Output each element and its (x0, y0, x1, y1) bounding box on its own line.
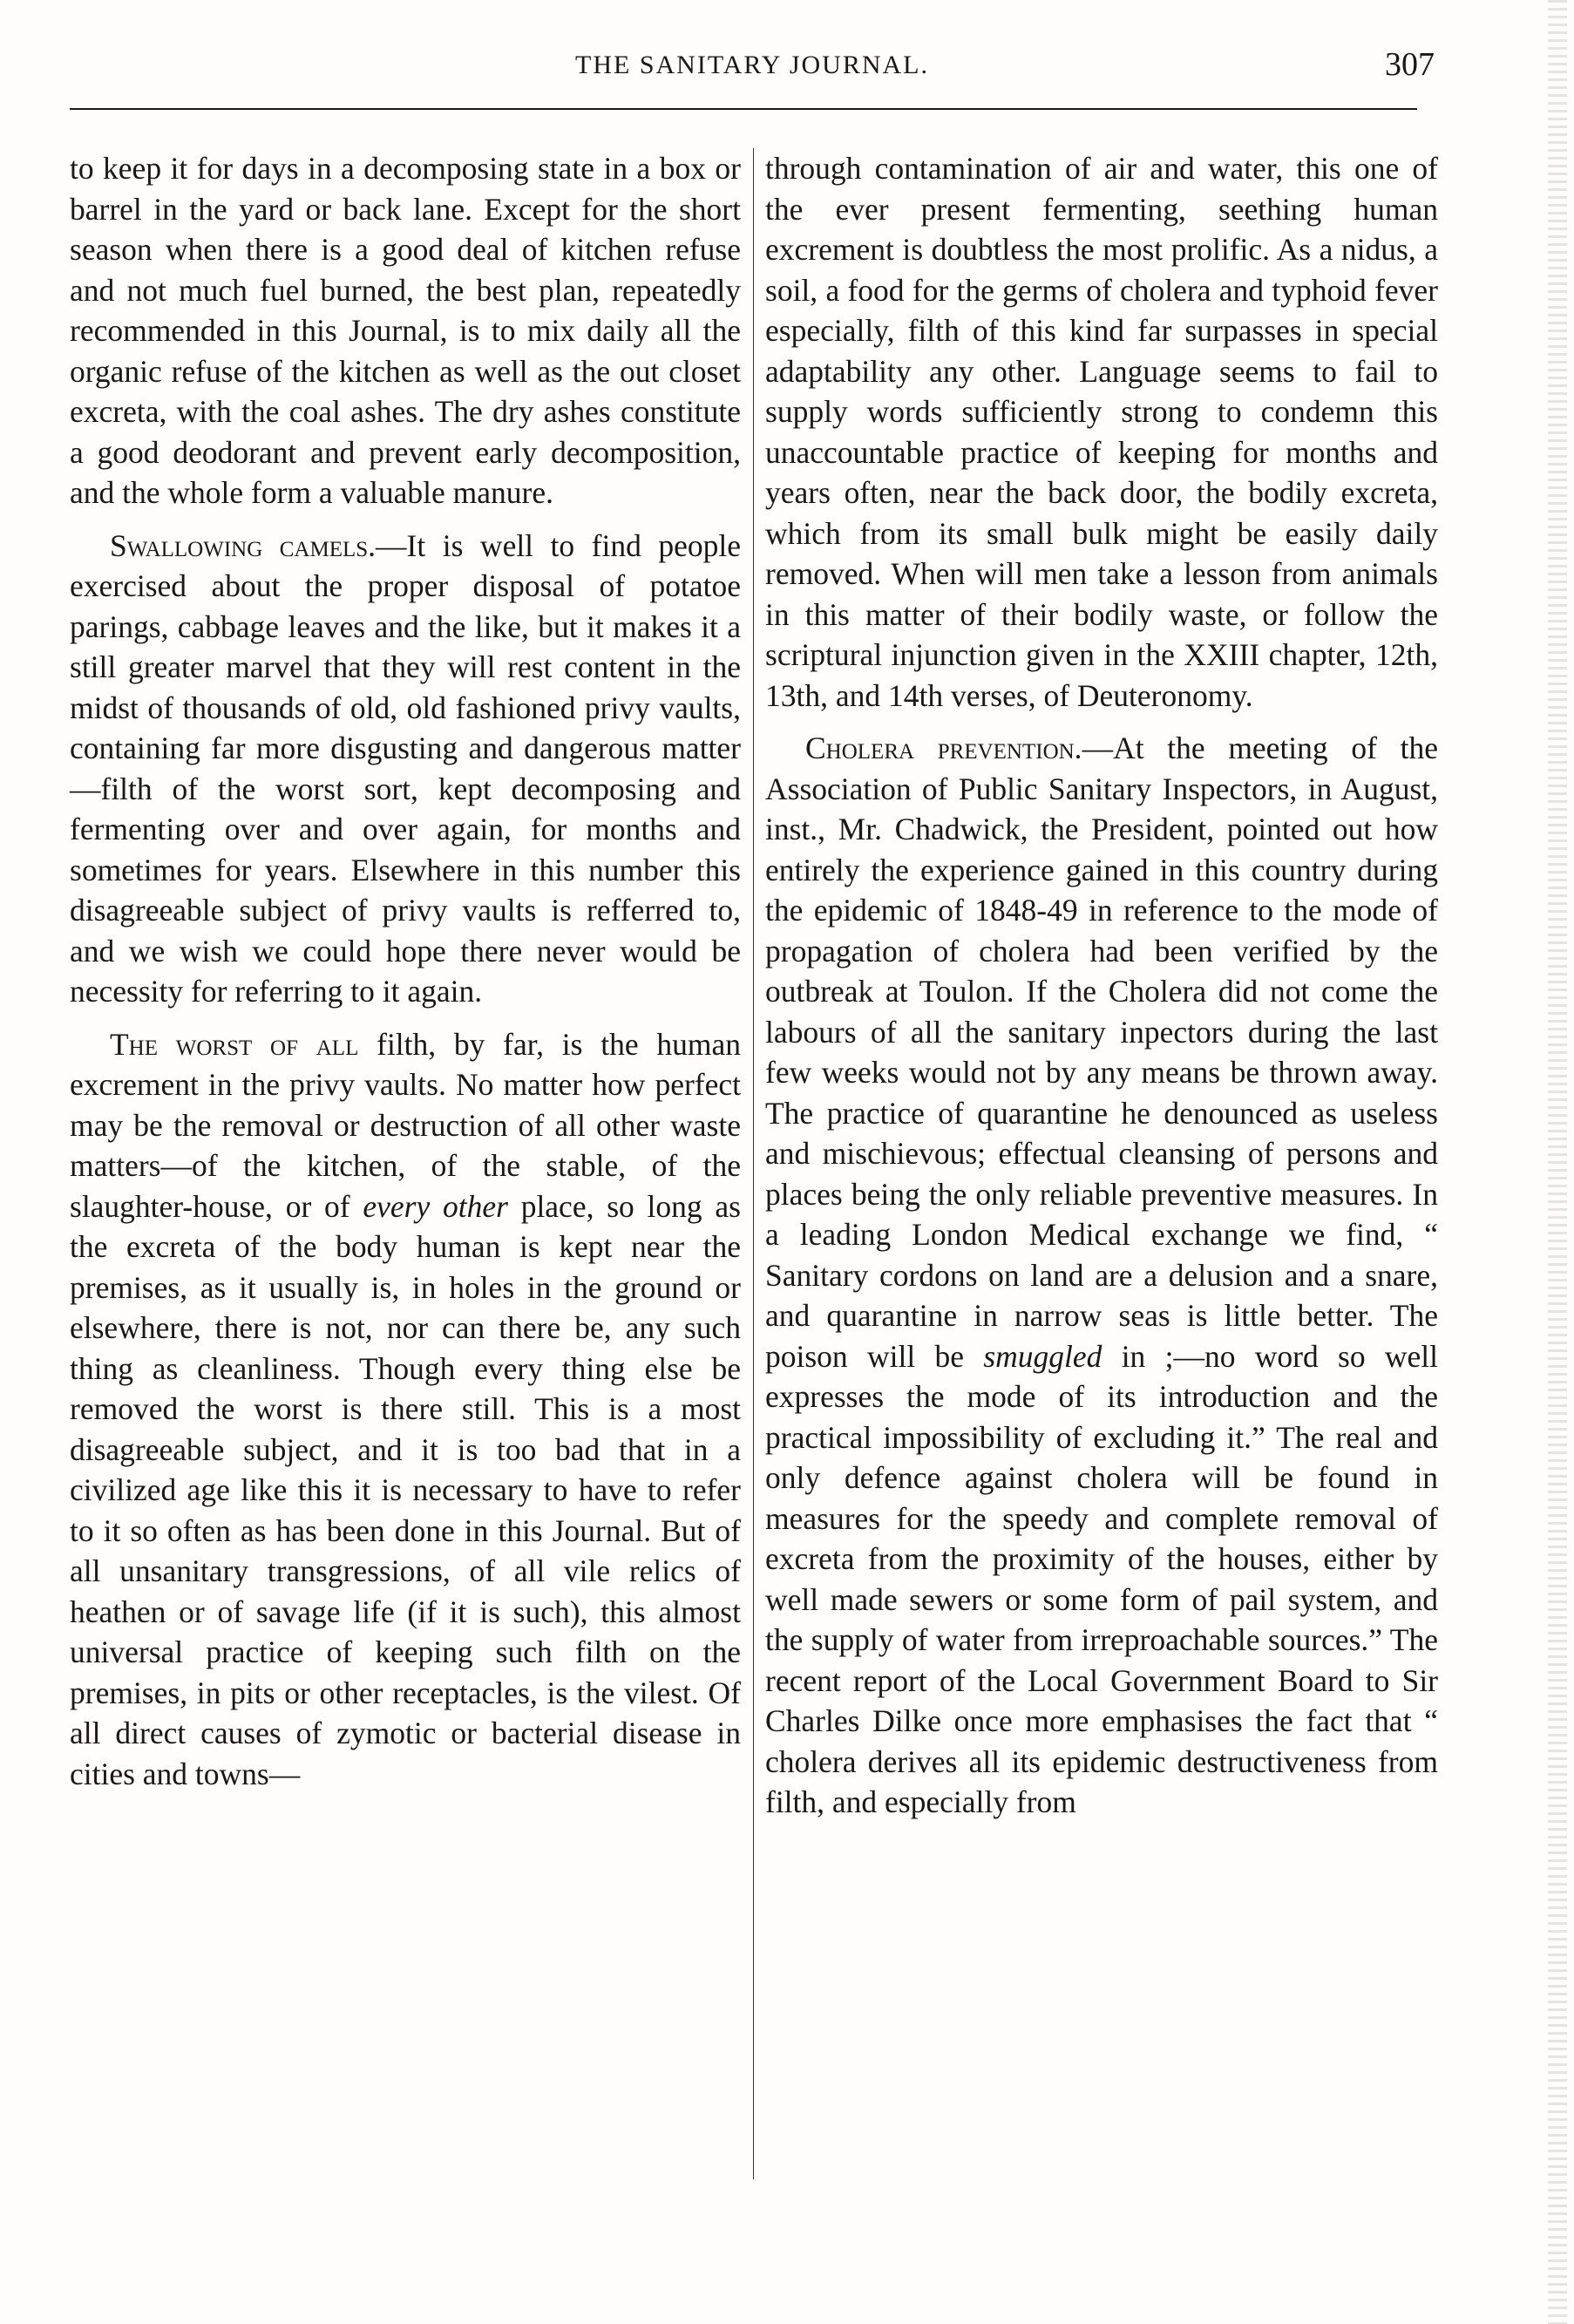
header-rule (70, 108, 1417, 110)
section-heading-worst-of-all: The worst of all (110, 1026, 359, 1062)
paragraph-text: through contamination of air and water, this one of the ever present fermenting, seething human excrement is doubtless the most prolific. As a nidus, a soil, a food for the germs of cholera and typhoid fever especially, filth of this kind far surpasses in special adaptability any other. Language seems to fail to supply words sufficiently strong to condemn this unaccountable practice of keeping for months and years often, near the back door, the bodily excreta, which from its small bulk might be easily daily removed. When will men take a lesson from animals in this matter of their bodily waste, or follow the scriptural injunction given in the XXIII chapter, 12th, 13th, and 14th verses, of Deuteronomy. (765, 151, 1438, 713)
paragraph-kitchen-refuse (70, 148, 741, 513)
running-head (70, 46, 1435, 103)
journal-title: THE SANITARY JOURNAL. (575, 51, 929, 79)
paragraph-text: in ;—no word so well expresses the mode of its introduction and the practical impossibility of excluding it.” The real and only defence against cholera will be found in measures for the speedy and complete removal of excreta from the proximity of the houses, either by well made sewers or some form of pail system, and the supply of water from irreproachable sources.” The recent report of the Local Government Board to Sir Charles Dilke once more emphasises the fact that “ cholera derives all its epidemic destructiveness from filth, and especially from (765, 1338, 1438, 1819)
paragraph-swallowing-camels (70, 526, 741, 1012)
paragraph-worst-of-all (70, 1024, 741, 1795)
paragraph-text: filth, by far, is the human excrement in the privy vaults. No matter how perfect may be the removal or destruction of all other waste matters—of the kitchen, of the stable, of the slaughter-house, or of (70, 1026, 741, 1224)
paragraph-contamination (765, 148, 1438, 716)
paragraph-text: to keep it for days in a decomposing state in a box or barrel in the yard or back lane. Except for the short season when there is a good deal of kitchen refuse and not much fuel burned, the best plan, repeatedly recommended in this Journal, is to mix daily all the organic refuse of the kitchen as well as the out closet excreta, with the coal ashes. The dry ashes constitute a good deodorant and prevent early decomposition, and the whole form a valuable manure. (70, 151, 741, 510)
page-number: 307 (1385, 46, 1435, 83)
column-divider (753, 148, 754, 2179)
section-heading-cholera-prevention: Cholera prevention. (805, 730, 1082, 765)
paragraph-text: —At the meeting of the Association of Public Sanitary Inspectors, in August, inst., Mr. Chadwick, the President, pointed out how entirely the experience gained in this country during the epidemic of 1848-49 in reference to the mode of propagation of cholera had been verified by the outbreak at Toulon. If the Cholera did not come the labours of all the sanitary inpectors during the last few weeks would not by any means be thrown away. The practice of quarantine he denounced as useless and mischievous; effectual cleansing of persons and places being the only reliable preventive measures. In a leading London Medical exchange we find, “ Sanitary cordons on land are a delusion and a snare, and quarantine in narrow seas is little better. The poison will be (765, 730, 1438, 1374)
right-column (765, 148, 1438, 1823)
italic-emphasis: smuggled (983, 1338, 1102, 1374)
scan-edge-shadow (1548, 0, 1567, 2324)
section-heading-swallowing-camels: Swallowing camels. (110, 527, 377, 563)
paragraph-text: place, so long as the excreta of the body human is kept near the premises, as it usually is, in holes in the ground or elsewhere, there is not, nor can there be, any such thing as cleanliness. Though every thing else be removed the worst is there still. This is a most disagreeable subject, and it is too bad that in a civilized age like this it is necessary to have to refer to it so often as has been done in this Journal. But of all unsanitary transgressions, of all vile relics of heathen or of savage life (if it is such), this almost universal practice of keeping such filth on the premises, in pits or other receptacles, is the vilest. Of all direct causes of zymotic or bacterial disease in cities and towns— (70, 1188, 741, 1791)
paragraph-cholera-prevention (765, 728, 1438, 1823)
italic-emphasis: every other (363, 1188, 508, 1224)
left-column (70, 148, 741, 1794)
paragraph-text: —It is well to find people exercised about the proper disposal of potatoe parings, cabbage leaves and the like, but it makes it a still greater marvel that they will rest content in the midst of thousands of old, old fashioned privy vaults, containing far more disgusting and dangerous matter —filth of the worst sort, kept decomposing and fermenting over and over again, for months and sometimes for years. Elsewhere in this number this disagreeable subject of privy vaults is refferred to, and we wish we could hope there never would be necessity for referring to it again. (70, 527, 741, 1009)
